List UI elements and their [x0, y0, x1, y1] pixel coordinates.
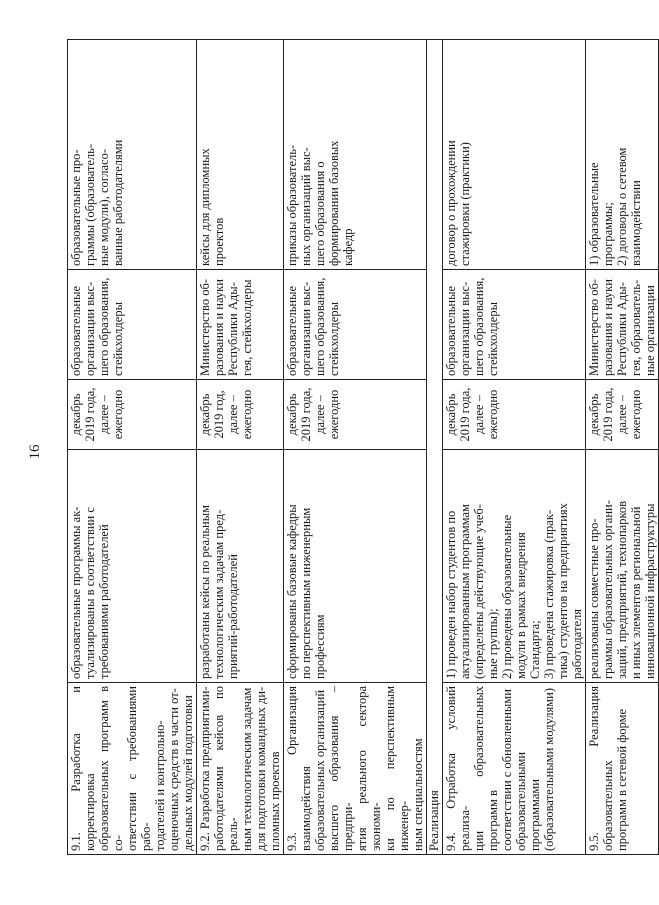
cell-line: стейкхолдеры: [111, 302, 125, 376]
cell-line: ные организации: [643, 285, 657, 376]
result-cell: [197, 450, 284, 683]
cell-line: гея, стейкхолдеры: [240, 279, 254, 376]
table-row: [586, 40, 659, 855]
cell-line: 2) проведены образовательные: [500, 514, 514, 679]
cell-line: сформированы базовые кафедры: [285, 504, 299, 679]
cell-line: декабрь: [444, 393, 458, 436]
cell-line: ные модули), согласо-: [97, 149, 111, 266]
cell-line: стейкхолдеры: [486, 302, 500, 376]
cell-line: шего образования,: [472, 277, 486, 376]
responsible-cell: [284, 270, 427, 380]
cell-line: декабрь: [587, 393, 601, 436]
cell-line: образовательных организаций: [313, 689, 327, 851]
result-cell: [68, 450, 197, 683]
cell-line: и иных элементов региональной: [629, 506, 643, 679]
cell-line: программы;: [601, 202, 615, 266]
table-row: [197, 40, 284, 855]
document-cell: [443, 40, 586, 270]
cell-line: ных организаций выс-: [299, 147, 313, 266]
cell-line: далее –: [97, 395, 111, 434]
cell-line: (определены действующие учеб-: [472, 504, 486, 679]
cell-line: 2019 года,: [83, 387, 97, 442]
cell-line: образовательными программами: [514, 751, 542, 851]
cell-line: декабрь: [69, 393, 83, 436]
cell-line: ки по перспективным инженер-: [383, 686, 411, 851]
deadline-cell: [197, 380, 284, 450]
table-row: [68, 40, 197, 855]
cell-line: ным специальностям: [411, 738, 425, 851]
cell-line: 2019 года,: [601, 387, 615, 442]
cell-line: Республики Ады-: [615, 282, 629, 376]
cell-line: для подготовки командных ди-: [254, 686, 268, 851]
cell-line: разования и науки: [212, 279, 226, 376]
cell-line: стейкхолдеры: [327, 302, 341, 376]
cell-line: 2019 года,: [299, 387, 313, 442]
cell-line: приятий-работодателей: [226, 554, 240, 679]
cell-line: граммы (образователь-: [83, 143, 97, 266]
cell-line: актуализированным программам: [458, 504, 472, 679]
cell-line: работодателя: [570, 608, 584, 679]
deadline-cell: [284, 380, 427, 450]
event-cell: [284, 683, 427, 855]
section-label: Реализация: [427, 40, 443, 855]
cell-line: (образовательными модулями): [542, 687, 556, 851]
cell-line: по перспективным инженерным: [299, 507, 313, 679]
cell-line: требованиями работодателей: [97, 524, 111, 679]
cell-line: 2019 года,: [458, 387, 472, 442]
cell-line: ным технологическим задачам: [240, 687, 254, 851]
cell-line: стажировки (практики): [458, 142, 472, 266]
cell-line: образовательные про-: [69, 149, 83, 266]
cell-line: работодателями кейсов по реаль-: [212, 686, 240, 851]
document-cell: [197, 40, 284, 270]
cell-line: заций, предприятий, технопарков: [615, 500, 629, 679]
cell-line: 9.1. Разработка и корректировка: [69, 686, 97, 851]
cell-line: программ в сетевой форме: [615, 708, 629, 851]
cell-line: 9.5. Реализация образовательных: [587, 686, 615, 851]
cell-line: взаимодействии: [629, 180, 643, 266]
responsible-cell: [443, 270, 586, 380]
cell-line: тодателей и контрольно-: [153, 720, 167, 851]
cell-line: организации выс-: [299, 281, 313, 376]
cell-line: оценочных средств в части от-: [167, 688, 181, 851]
cell-line: Республики Ады-: [226, 282, 240, 376]
cell-line: 9.3. Организация взаимодействия: [285, 686, 313, 851]
document-cell: [284, 40, 427, 270]
cell-line: граммы образовательных органи-: [601, 500, 615, 679]
cell-line: далее –: [226, 395, 240, 434]
cell-line: далее –: [313, 395, 327, 434]
cell-line: договор о прохождении: [444, 140, 458, 266]
cell-line: Министерство об-: [587, 279, 601, 376]
cell-line: шего образования,: [97, 277, 111, 376]
cell-line: ежегодно: [486, 389, 500, 440]
responsible-cell: [68, 270, 197, 380]
plan-table: [67, 39, 659, 855]
cell-line: 9.4. Отработка условий реализа-: [444, 686, 472, 851]
cell-line: ответствии с требованиями рабо-: [125, 686, 153, 851]
cell-line: 1) образовательные: [587, 162, 601, 266]
cell-line: разработаны кейсы по реальным: [198, 504, 212, 679]
result-cell: [443, 450, 586, 683]
cell-line: ежегодно: [629, 389, 643, 440]
cell-line: ятия реального сектора экономи-: [355, 686, 383, 851]
responsible-cell: [586, 270, 659, 380]
result-cell: [284, 450, 427, 683]
cell-line: гея, образователь-: [629, 279, 643, 376]
document-cell: [68, 40, 197, 270]
cell-line: разования и науки: [601, 279, 615, 376]
cell-line: образовательные программы ак-: [69, 506, 83, 679]
cell-line: ные группы);: [486, 608, 500, 679]
event-cell: [586, 683, 659, 855]
plan-table-body: [68, 40, 659, 855]
cell-line: далее –: [615, 395, 629, 434]
deadline-cell: [68, 380, 197, 450]
cell-line: Стандарта;: [528, 620, 542, 679]
cell-line: кафедр: [341, 228, 355, 266]
cell-line: соответствии с обновленными: [500, 689, 514, 851]
cell-line: образовательные: [285, 285, 299, 376]
event-cell: [197, 683, 284, 855]
cell-line: шего образования,: [313, 277, 327, 376]
cell-line: организации выс-: [458, 281, 472, 376]
responsible-cell: [197, 270, 284, 380]
rotated-table-container: [67, 40, 657, 855]
cell-line: 2) договоры о сетевом: [615, 147, 629, 266]
cell-line: декабрь: [285, 393, 299, 436]
cell-line: технологическим задачам пред-: [212, 509, 226, 679]
deadline-cell: [586, 380, 659, 450]
cell-line: ежегодно: [327, 389, 341, 440]
cell-line: инновационной инфраструктуры: [643, 503, 657, 679]
cell-line: проектов: [212, 217, 226, 266]
cell-line: образовательные: [69, 285, 83, 376]
cell-line: ции образовательных программ в: [472, 686, 500, 851]
cell-line: 9.2. Разработка предприятими-: [198, 686, 212, 851]
cell-line: приказы образователь-: [285, 144, 299, 266]
event-cell: [443, 683, 586, 855]
cell-line: модули в рамках внедрения: [514, 532, 528, 679]
cell-line: туализированы в соответствии с: [83, 507, 97, 679]
cell-line: кейсы для дипломных: [198, 148, 212, 266]
cell-line: шего образования о: [313, 161, 327, 266]
table-row: [284, 40, 427, 855]
cell-line: ежегодно: [240, 389, 254, 440]
cell-line: ежегодно: [111, 389, 125, 440]
section-row: [427, 40, 443, 855]
deadline-cell: [443, 380, 586, 450]
cell-line: 3) проведена стажировка (прак-: [542, 509, 556, 679]
table-row: [443, 40, 586, 855]
cell-line: далее –: [472, 395, 486, 434]
cell-line: 1) проведен набор студентов по: [444, 510, 458, 679]
cell-line: ванные работодателями: [111, 139, 125, 266]
cell-line: формировании базовых: [327, 140, 341, 266]
cell-line: образовательные: [444, 285, 458, 376]
cell-line: профессиям: [313, 614, 327, 679]
page-number: 16: [27, 444, 43, 460]
cell-line: образовательных программ в со-: [97, 686, 125, 851]
event-cell: [68, 683, 197, 855]
cell-line: организации выс-: [83, 281, 97, 376]
document-cell: [586, 40, 659, 270]
cell-line: пломных проектов: [268, 751, 282, 851]
result-cell: [586, 450, 659, 683]
cell-line: реализованы совместные про-: [587, 518, 601, 679]
cell-line: дельных модулей подготовки: [181, 695, 195, 851]
cell-line: 2019 год,: [212, 390, 226, 439]
cell-line: Министерство об-: [198, 279, 212, 376]
cell-line: тика) студентов на предприятиях: [556, 503, 570, 679]
cell-line: высшего образования – предпри-: [327, 686, 355, 851]
cell-line: декабрь: [198, 393, 212, 436]
